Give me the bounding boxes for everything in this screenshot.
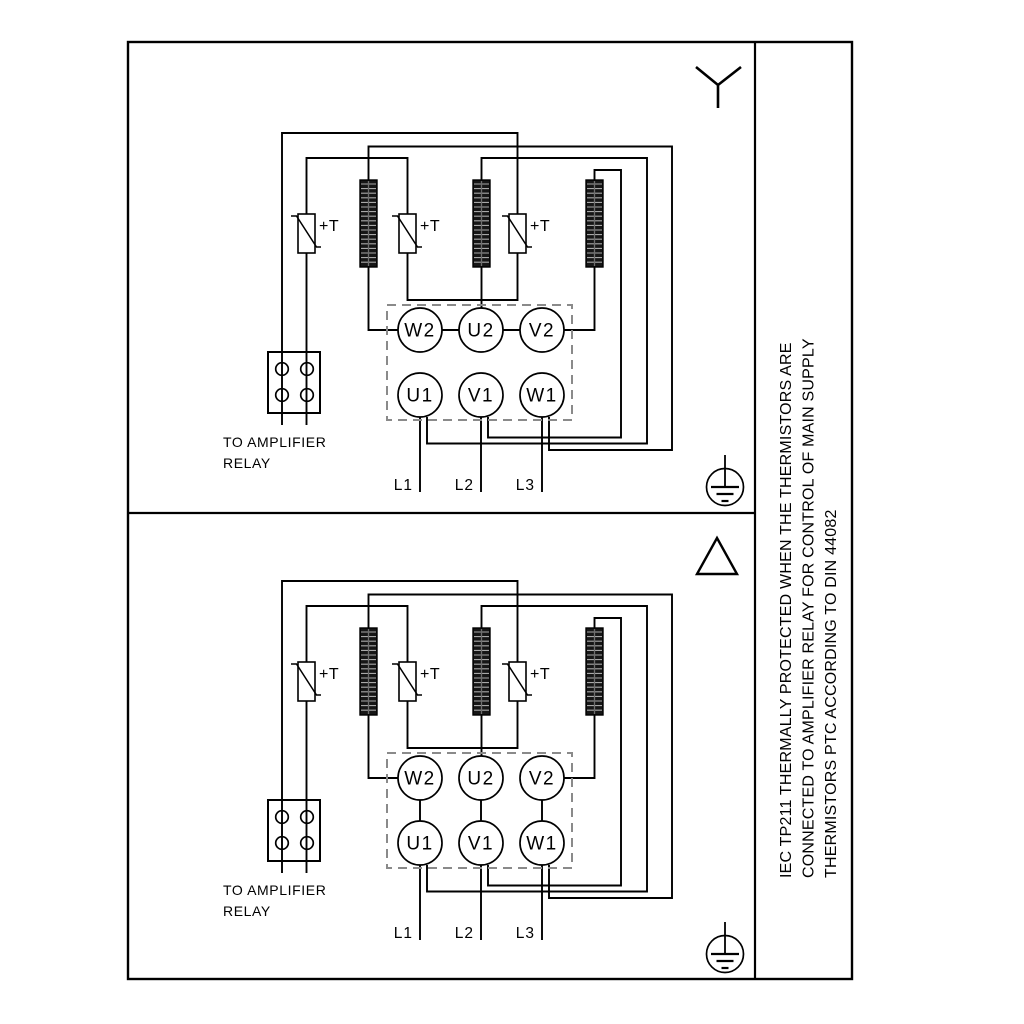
earth-ground-icon	[707, 922, 744, 973]
winding-v-to-terminal-v2-wire	[562, 267, 595, 330]
terminal-label-u2: U2	[467, 320, 495, 342]
terminal-label-u1: U1	[406, 385, 434, 407]
thermistor1-to-thermistor2-wire	[307, 158, 408, 214]
thermistor-label: +T	[530, 218, 551, 235]
relay-note-line2: RELAY	[223, 455, 271, 471]
earth-ground-icon	[707, 455, 744, 506]
delta-bridge-links	[420, 800, 542, 821]
ptc-thermistor-3	[502, 214, 550, 253]
panel-star	[223, 67, 744, 506]
winding-w-to-terminal-w2-wire	[369, 267, 401, 330]
supply-label-l2: L2	[454, 477, 474, 494]
terminal-label-v2: V2	[528, 320, 556, 342]
stator-winding-coil-w	[360, 180, 377, 267]
motor-wiring-common-copy	[223, 581, 672, 942]
panel-delta	[223, 538, 744, 973]
thermistor-label: +T	[420, 218, 441, 235]
terminal-label-v1: V1	[467, 385, 495, 407]
thermistor-label: +T	[319, 218, 340, 235]
stator-winding-coil-v	[586, 180, 603, 267]
thermistor2-to-thermistor3-wire	[408, 253, 518, 300]
stator-winding-coil-u	[473, 180, 490, 267]
motor-wiring-common	[223, 133, 672, 494]
side-note	[778, 338, 840, 878]
terminal-label-w1: W1	[526, 385, 558, 407]
delta-connection-icon	[697, 538, 737, 574]
supply-label-l3: L3	[515, 477, 535, 494]
star-connection-icon	[696, 67, 741, 108]
side-note-line1: IEC TP211 THERMALLY PROTECTED WHEN THE THERMISTORS ARE	[778, 342, 795, 878]
supply-label-l1: L1	[393, 477, 413, 494]
terminal-label-w2: W2	[404, 320, 436, 342]
amplifier-relay-box	[268, 352, 320, 413]
side-note-line3: THERMISTORS PTC ACCORDING TO DIN 44082	[823, 509, 840, 878]
relay-note-line1: TO AMPLIFIER	[223, 434, 327, 450]
side-note-line2: CONNECTED TO AMPLIFIER RELAY FOR CONTROL OF MAIN SUPPLY	[800, 338, 818, 878]
ptc-thermistor-2	[392, 214, 440, 253]
ptc-thermistor-1	[291, 214, 339, 253]
